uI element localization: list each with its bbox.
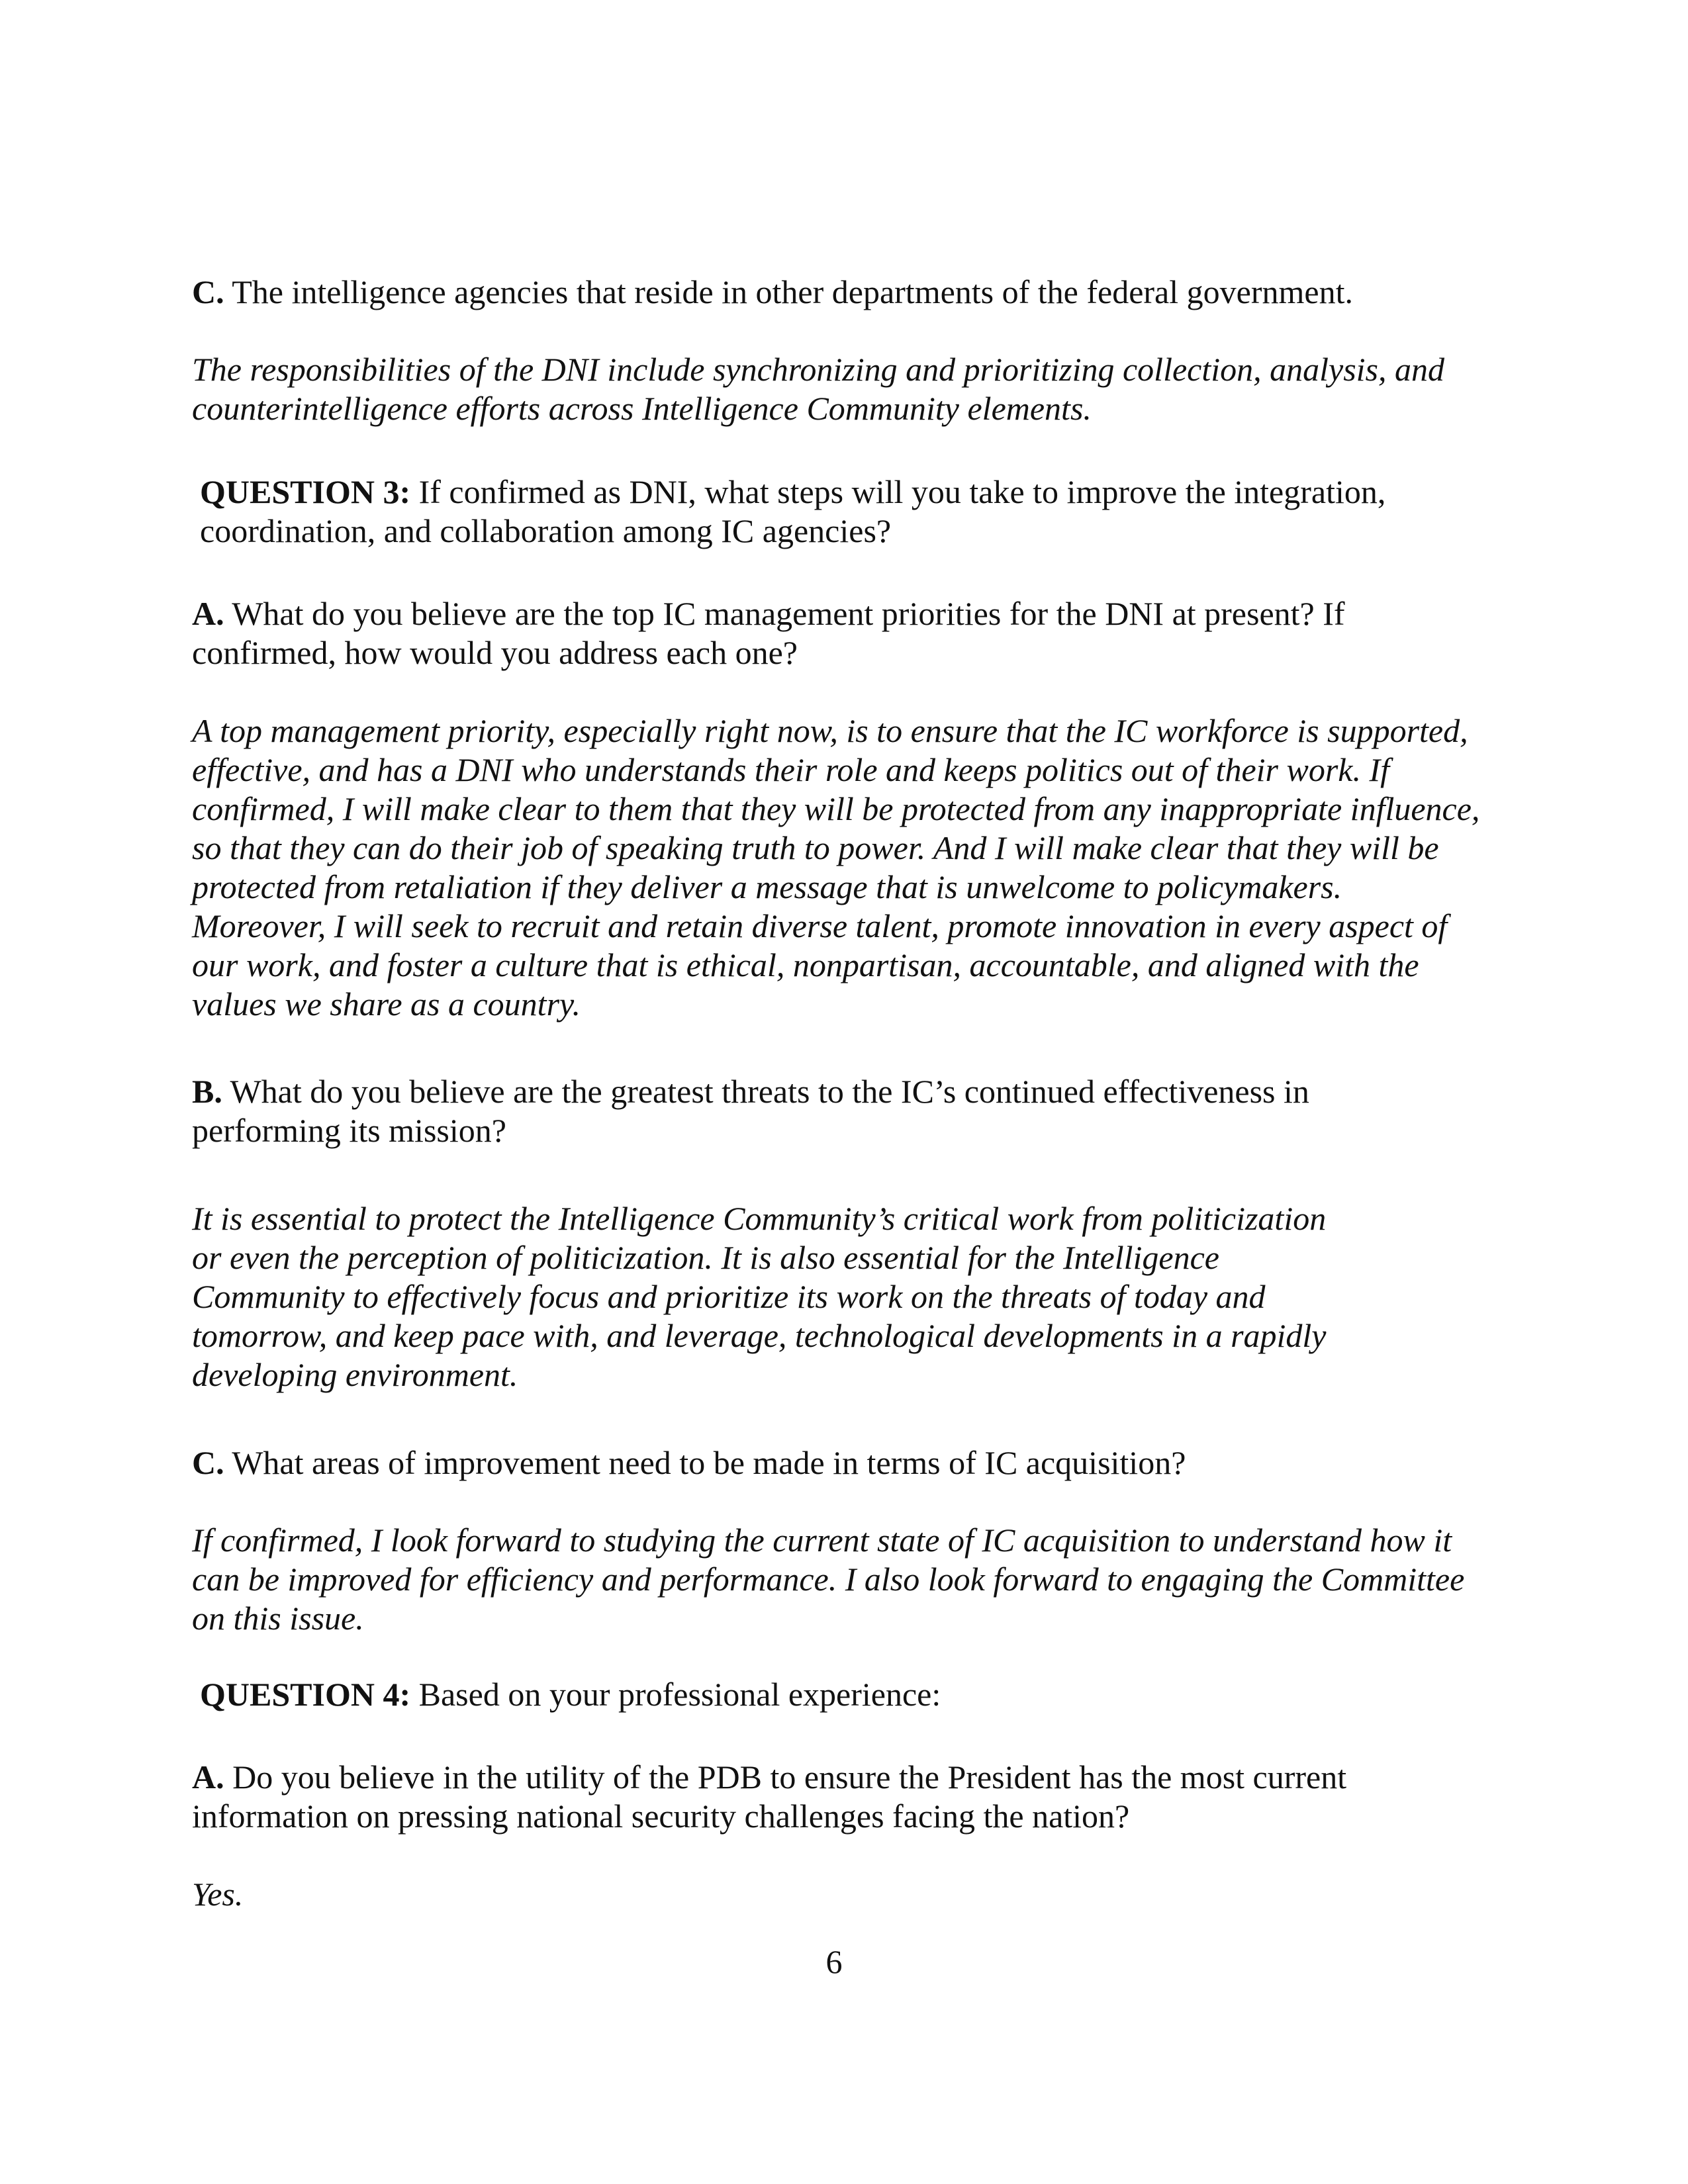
item-c-ic-acquisition: C. What areas of improvement need to be made in terms of IC acquisition? (192, 1444, 1186, 1481)
answer-greatest-threats: It is essential to protect the Intelligence Community’s critical work from politicization or even the perception of politicization. It is also essential for the Intelligence Community to effectively focus and prioritize its work on the threats of today and tomorrow, and keep pace with, and leverage, technological developments in a rapidly developing environment. (192, 1200, 1327, 1393)
item-a-pdb-utility: A. Do you believe in the utility of the PDB to ensure the President has the most current information on pressing national security challenges facing the nation? (192, 1758, 1347, 1835)
item-c-other-agencies: C. The intelligence agencies that reside in other departments of the federal government. (192, 273, 1353, 310)
answer-dni-responsibilities: The responsibilities of the DNI include synchronizing and prioritizing collection, analysis, and counterintelligence efforts across Intelligence Community elements. (192, 351, 1445, 427)
item-label: A. (192, 595, 224, 632)
question-label: QUESTION 3: (200, 473, 411, 510)
item-b-greatest-threats: B. What do you believe are the greatest threats to the IC’s continued effectiveness in performing its mission? (192, 1073, 1309, 1149)
page-number: 6 (825, 1943, 843, 1980)
item-a-management-priorities: A. What do you believe are the top IC management priorities for the DNI at present? If confirmed, how would you address each one? (192, 595, 1345, 671)
answer-ic-acquisition: If confirmed, I look forward to studying the current state of IC acquisition to understand how it can be improved for efficiency and performance. I also look forward to engaging the Committee on this issue. (192, 1522, 1465, 1637)
item-label: B. (192, 1073, 222, 1110)
question-3: QUESTION 3: If confirmed as DNI, what steps will you take to improve the integration, coordination, and collaboration among IC agencies? (200, 473, 1386, 549)
item-label: C. (192, 273, 224, 310)
answer-pdb-utility: Yes. (192, 1876, 244, 1913)
question-4: QUESTION 4: Based on your professional experience: (200, 1676, 941, 1713)
answer-management-priorities: A top management priority, especially right now, is to ensure that the IC workforce is supported, effective, and has a DNI who understands their role and keeps politics out of their work. If confirmed, I will make clear to them that they will be protected from any inappropriate influence, so that they can do their job of speaking truth to power. And I will make clear that they will be protected from retaliation if they deliver a message that is unwelcome to policymakers. Moreover, I will seek to recruit and retain diverse talent, promote innovation in every aspect of our work, and foster a culture that is ethical, nonpartisan, accountable, and aligned with the values we share as a country. (192, 712, 1480, 1023)
item-label: C. (192, 1444, 224, 1481)
question-label: QUESTION 4: (200, 1676, 411, 1713)
item-label: A. (192, 1758, 224, 1796)
